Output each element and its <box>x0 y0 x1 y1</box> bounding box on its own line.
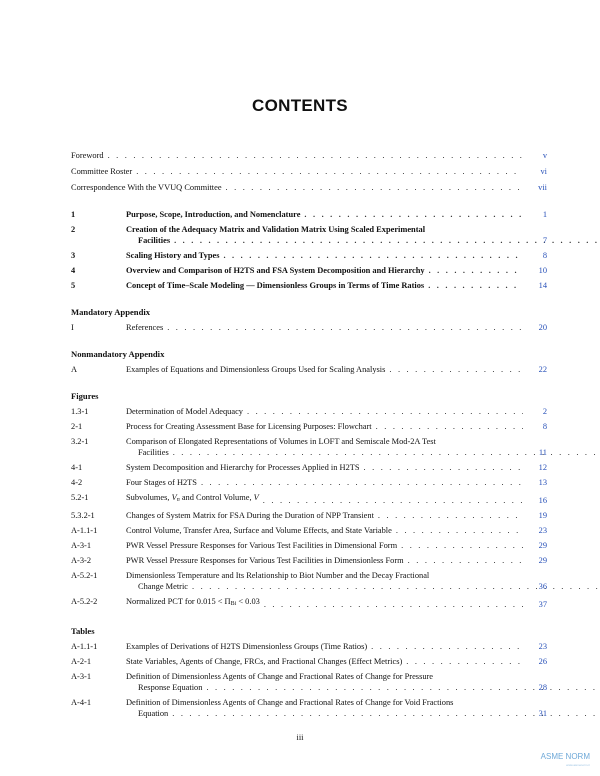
toc-appendix-a[interactable] <box>71 364 547 375</box>
leader-dots <box>264 599 523 610</box>
toc-entry-number: 4-1 <box>71 463 83 472</box>
toc-figure-row[interactable] <box>71 540 547 551</box>
toc-figure-row[interactable] <box>71 436 547 458</box>
table-of-contents <box>71 150 547 719</box>
leader-dots <box>167 322 523 333</box>
toc-entry-foreword[interactable] <box>71 150 547 161</box>
toc-entry-number: A-5.2-1 <box>71 571 98 580</box>
leader-dots <box>428 280 523 291</box>
toc-page-link[interactable]: 12 <box>538 463 547 472</box>
leader-dots <box>378 510 523 521</box>
toc-entry-title: Creation of the Adequacy Matrix and Validation Matrix Using Scaled Experimental <box>126 225 426 234</box>
watermark-logo <box>541 753 590 769</box>
toc-page-link[interactable]: 2 <box>542 407 547 416</box>
toc-chapter-4[interactable] <box>71 265 547 276</box>
toc-entry-title: Examples of Equations and Dimensionless Groups Used for Scaling Analysis <box>126 365 386 374</box>
toc-page-link[interactable]: 11 <box>538 448 547 457</box>
toc-entry-title-cont: Change Metric <box>138 582 189 591</box>
toc-page-link[interactable]: 14 <box>538 281 547 290</box>
toc-entry-title: Definition of Dimensionless Agents of Change and Fractional Rates of Change for Void Fractions <box>126 698 454 707</box>
toc-entry-title: State Variables, Agents of Change, FRCs, and Fractional Changes (Effect Metrics) <box>126 657 403 666</box>
toc-entry-number: 2-1 <box>71 422 83 431</box>
toc-entry-title: Determination of Model Adequacy <box>126 407 243 416</box>
toc-figure-row[interactable] <box>71 510 547 521</box>
toc-page-link[interactable]: 37 <box>538 600 547 609</box>
toc-page-link[interactable]: 23 <box>538 642 547 651</box>
toc-page-link[interactable]: 8 <box>542 251 547 260</box>
toc-entry-title: PWR Vessel Pressure Responses for Various Test Facilities in Dimensionless Form <box>126 556 404 565</box>
section-heading-mandatory-appendix: Mandatory Appendix <box>71 307 151 317</box>
watermark-text: ASME NORM <box>540 752 590 761</box>
toc-entry-title-cont: Response Equation <box>138 683 203 692</box>
toc-entry-number: A-1.1-1 <box>71 642 98 651</box>
section-heading-tables: Tables <box>71 626 95 636</box>
toc-table-row[interactable] <box>71 656 547 667</box>
toc-entry-title: Concept of Time–Scale Modeling — Dimensionless Groups in Terms of Time Ratios <box>126 281 425 290</box>
toc-page-link[interactable]: 16 <box>538 496 547 505</box>
toc-entry-number: A-1.1-1 <box>71 526 98 535</box>
page-number: iii <box>296 733 304 742</box>
leader-dots <box>389 364 523 375</box>
leader-dots <box>263 495 523 506</box>
toc-entry-number: A <box>71 365 78 374</box>
toc-figure-row[interactable] <box>71 525 547 536</box>
page-title: CONTENTS <box>252 96 348 115</box>
toc-entry-title: Comparison of Elongated Representations of Volumes in LOFT and Semiscale Mod-2A Test <box>126 437 436 446</box>
toc-figure-row[interactable] <box>71 596 547 610</box>
leader-dots <box>364 462 523 473</box>
toc-page-link[interactable]: 20 <box>538 323 547 332</box>
toc-entry-title: Foreword <box>71 151 104 160</box>
title-part: and Control Volume, <box>179 493 254 502</box>
leader-dots <box>371 641 523 652</box>
variable-v: V <box>253 493 259 502</box>
title-part: Subvolumes, <box>126 493 172 502</box>
toc-entry-number: A-2-1 <box>71 657 92 666</box>
toc-chapter-1[interactable] <box>71 209 547 220</box>
toc-page-link[interactable]: 29 <box>538 541 547 550</box>
toc-chapter-5[interactable] <box>71 280 547 291</box>
toc-entry-number: 5.2-1 <box>71 493 89 502</box>
toc-page-link[interactable]: vii <box>538 183 547 192</box>
toc-entry-number: 1 <box>71 210 76 219</box>
toc-entry-title <box>126 596 260 610</box>
toc-entry-title: Purpose, Scope, Introduction, and Nomenclature <box>126 210 301 219</box>
toc-entry-title: Committee Roster <box>71 167 133 176</box>
toc-entry-title: PWR Vessel Pressure Responses for Various Test Facilities in Dimensional Form <box>126 541 398 550</box>
variable-v: V <box>171 493 177 502</box>
leader-dots <box>408 555 523 566</box>
toc-appendix-i[interactable] <box>71 322 547 333</box>
toc-entry-number: A-3-1 <box>71 541 92 550</box>
section-heading-figures: Figures <box>71 391 99 401</box>
toc-entry-committee-roster[interactable] <box>71 166 547 177</box>
toc-entry-number: I <box>71 323 74 332</box>
toc-entry-title: Examples of Derivations of H2TS Dimensionless Groups (Time Ratios) <box>126 642 368 651</box>
toc-table-row[interactable] <box>71 697 547 719</box>
toc-chapter-2[interactable] <box>71 224 547 246</box>
leader-dots <box>396 525 523 536</box>
toc-entry-title-cont: Facilities <box>138 236 171 245</box>
leader-dots <box>429 265 523 276</box>
toc-figure-row[interactable] <box>71 462 547 473</box>
leader-dots <box>201 477 523 488</box>
toc-entry-number: A-3-2 <box>71 556 92 565</box>
toc-entry-title-cont: Facilities <box>138 448 169 457</box>
title-part: Normalized PCT for 0.015 < Π <box>126 597 231 606</box>
toc-table-row[interactable] <box>71 671 547 693</box>
toc-entry-number: A-3-1 <box>71 672 92 681</box>
leader-dots <box>376 421 523 432</box>
toc-entry-number: 4-2 <box>71 478 83 487</box>
toc-entry-title: Correspondence With the VVUQ Committee <box>71 183 222 192</box>
toc-figure-row[interactable] <box>71 570 547 592</box>
toc-page-link[interactable]: 28 <box>538 683 547 692</box>
leader-dots <box>108 150 523 161</box>
toc-entry-title <box>126 492 259 506</box>
leader-dots <box>136 166 523 177</box>
subscript-n: n <box>176 497 180 503</box>
toc-entry-title: System Decomposition and Hierarchy for Processes Applied in H2TS <box>126 463 360 472</box>
toc-page-link[interactable]: 23 <box>538 526 547 535</box>
toc-entry-title: Changes of System Matrix for FSA During the Duration of NPP Transient <box>126 511 374 520</box>
toc-entry-title: Dimensionless Temperature and Its Relationship to Biot Number and the Decay Fractional <box>126 571 430 580</box>
toc-page-link[interactable]: 36 <box>538 582 547 591</box>
toc-entry-number: 2 <box>71 225 76 234</box>
leader-dots <box>304 209 523 220</box>
title-part: < 0.03 <box>236 597 260 606</box>
toc-figure-row[interactable] <box>71 555 547 566</box>
leader-dots <box>401 540 523 551</box>
toc-entry-title: Process for Creating Assessment Base for Licensing Purposes: Flowchart <box>126 422 372 431</box>
toc-page-link[interactable]: 19 <box>538 511 547 520</box>
subscript-bi: Bi <box>230 601 237 607</box>
leader-dots <box>226 182 523 193</box>
toc-figure-row[interactable] <box>71 421 547 432</box>
toc-entry-number: A-5.2-2 <box>71 597 98 606</box>
toc-figure-row[interactable] <box>71 406 547 417</box>
toc-page-link[interactable]: v <box>542 151 547 160</box>
toc-chapter-3[interactable] <box>71 250 547 261</box>
section-heading-nonmandatory-appendix: Nonmandatory Appendix <box>71 349 165 359</box>
toc-entry-title: Control Volume, Transfer Area, Surface and Volume Effects, and State Variable <box>126 526 392 535</box>
toc-entry-number: 3.2-1 <box>71 437 89 446</box>
leader-dots <box>247 406 523 417</box>
watermark-url: www.asmenorm.ir <box>566 763 590 767</box>
toc-entry-number: 5 <box>71 281 76 290</box>
leader-dots <box>406 656 523 667</box>
toc-figure-row[interactable] <box>71 492 547 506</box>
toc-entry-number: 4 <box>71 266 76 275</box>
leader-dots <box>223 250 523 261</box>
toc-page-link[interactable]: vi <box>540 167 547 176</box>
toc-entry-title-cont: Equation <box>138 709 169 718</box>
toc-page-link[interactable]: 29 <box>538 556 547 565</box>
toc-table-row[interactable] <box>71 641 547 652</box>
toc-page-link[interactable]: 1 <box>542 210 547 219</box>
toc-page-link[interactable]: 8 <box>542 422 547 431</box>
toc-entry-number: 5.3.2-1 <box>71 511 95 520</box>
toc-entry-title: Overview and Comparison of H2TS and FSA System Decomposition and Hierarchy <box>126 266 425 275</box>
toc-entry-title: References <box>126 323 164 332</box>
toc-page-link[interactable]: 31 <box>538 709 547 718</box>
toc-entry-number: 1.3-1 <box>71 407 89 416</box>
toc-entry-title: Four Stages of H2TS <box>126 478 197 487</box>
toc-page-link[interactable]: 22 <box>538 365 547 374</box>
toc-entry-correspondence[interactable] <box>71 182 547 193</box>
toc-page-link[interactable]: 26 <box>538 657 547 666</box>
toc-page-link[interactable]: 13 <box>538 478 547 487</box>
toc-figure-row[interactable] <box>71 477 547 488</box>
toc-page-link[interactable]: 10 <box>538 266 547 275</box>
toc-entry-title: Definition of Dimensionless Agents of Change and Fractional Rates of Change for Pressure <box>126 672 434 681</box>
toc-entry-number: A-4-1 <box>71 698 92 707</box>
toc-entry-title: Scaling History and Types <box>126 251 220 260</box>
toc-entry-number: 3 <box>71 251 76 260</box>
toc-page-link[interactable]: 7 <box>542 236 547 245</box>
